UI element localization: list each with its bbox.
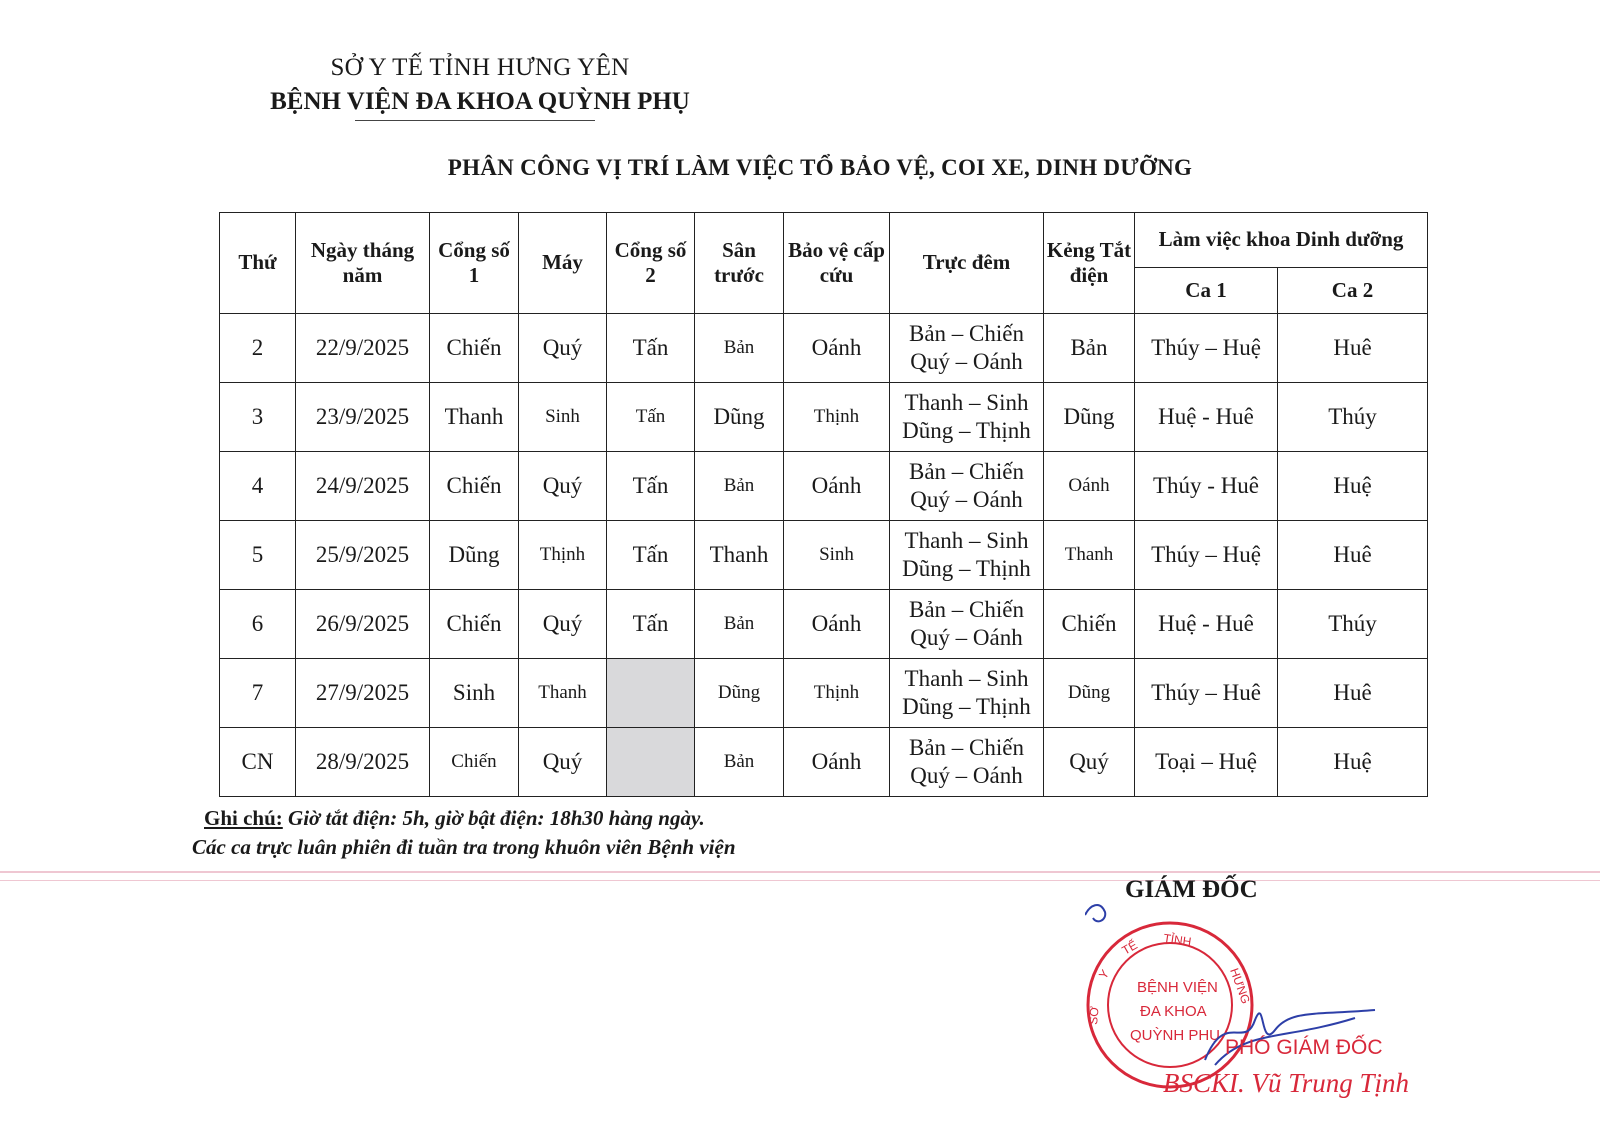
table-row <box>220 659 1428 728</box>
emergency-cell: Thịnh <box>784 383 890 452</box>
gate-2-cell: Tấn <box>607 590 695 659</box>
gate-2-cell: Tấn <box>607 521 695 590</box>
header-shift-1: Ca 1 <box>1135 268 1278 314</box>
date-cell: 27/9/2025 <box>296 659 430 728</box>
night-shift-cell <box>890 728 1044 797</box>
front-yard-cell: Bản <box>695 452 784 521</box>
date-cell: 26/9/2025 <box>296 590 430 659</box>
header-gate-1: Cổng số 1 <box>430 213 519 314</box>
emergency-cell: Thịnh <box>784 659 890 728</box>
machine-cell: Quý <box>519 452 607 521</box>
gate-2-cell: Tấn <box>607 383 695 452</box>
night-pair-b: Quý – Oánh <box>910 763 1023 788</box>
notes-line-1 <box>192 804 736 833</box>
night-shift-cell <box>890 521 1044 590</box>
shift-1-cell: Huệ - Huê <box>1135 590 1278 659</box>
header-date: Ngày tháng năm <box>296 213 430 314</box>
date-cell: 23/9/2025 <box>296 383 430 452</box>
night-shift-cell <box>890 590 1044 659</box>
notes-power-hours: Giờ tắt điện: 5h, giờ bật điện: 18h30 hàng ngày. <box>288 806 705 830</box>
document-title: PHÂN CÔNG VỊ TRÍ LÀM VIỆC TỔ BẢO VỆ, COI XE, DINH DƯỠNG <box>447 155 1193 180</box>
power-bell-cell: Chiến <box>1044 590 1135 659</box>
header-day: Thứ <box>220 213 296 314</box>
day-cell: 6 <box>220 590 296 659</box>
shift-2-cell: Thúy <box>1278 590 1428 659</box>
emergency-cell: Oánh <box>784 452 890 521</box>
table-row <box>220 314 1428 383</box>
seal-line-3: QUỲNH PHỤ <box>1130 1027 1221 1044</box>
power-bell-cell: Oánh <box>1044 452 1135 521</box>
shift-1-cell: Toại – Huệ <box>1135 728 1278 797</box>
night-shift-cell <box>890 314 1044 383</box>
day-cell: 3 <box>220 383 296 452</box>
night-shift-cell <box>890 452 1044 521</box>
date-cell: 25/9/2025 <box>296 521 430 590</box>
shift-2-cell: Huê <box>1278 659 1428 728</box>
table-row <box>220 452 1428 521</box>
notes-section <box>192 804 736 863</box>
header-machine: Máy <box>519 213 607 314</box>
notes-label: Ghi chú: <box>204 806 283 830</box>
night-pair-a: Thanh – Sinh <box>904 666 1029 692</box>
gate-1-cell: Sinh <box>430 659 519 728</box>
front-yard-cell: Dũng <box>695 659 784 728</box>
header-gate-2: Cổng số 2 <box>607 213 695 314</box>
night-pair-b: Quý – Oánh <box>910 349 1023 374</box>
seal-line-1: BỆNH VIỆN <box>1137 979 1218 996</box>
date-cell: 28/9/2025 <box>296 728 430 797</box>
machine-cell: Thịnh <box>519 521 607 590</box>
svg-text:TẾ: TẾ <box>1119 937 1140 958</box>
day-cell: 2 <box>220 314 296 383</box>
header-power-bell: Kẻng Tắt điện <box>1044 213 1135 314</box>
svg-text:Y: Y <box>1095 967 1113 982</box>
night-pair-a: Bản – Chiến <box>909 735 1024 761</box>
parent-organization: SỞ Y TẾ TỈNH HƯNG YÊN <box>330 54 630 81</box>
power-bell-cell: Dũng <box>1044 383 1135 452</box>
table-row <box>220 590 1428 659</box>
night-pair-a: Bản – Chiến <box>909 321 1024 347</box>
power-bell-cell: Dũng <box>1044 659 1135 728</box>
shift-1-cell: Thúy – Huệ <box>1135 314 1278 383</box>
organization-name: BỆNH VIỆN ĐA KHOA QUỲNH PHỤ <box>270 88 690 115</box>
shift-2-cell: Huệ <box>1278 452 1428 521</box>
gate-2-cell-empty <box>607 728 695 797</box>
front-yard-cell: Bản <box>695 728 784 797</box>
header-night-shift: Trực đêm <box>890 213 1044 314</box>
gate-1-cell: Chiến <box>430 590 519 659</box>
notes-line-2: Các ca trực luân phiên đi tuần tra trong khuôn viên Bệnh viện <box>192 835 736 860</box>
shift-1-cell: Huệ - Huê <box>1135 383 1278 452</box>
front-yard-cell: Bản <box>695 590 784 659</box>
svg-text:TỈNH: TỈNH <box>1162 931 1193 949</box>
shift-1-cell: Thúy - Huê <box>1135 452 1278 521</box>
night-pair-b: Dũng – Thịnh <box>902 694 1031 719</box>
director-title: GIÁM ĐỐC <box>1125 876 1258 903</box>
shift-2-cell: Huệ <box>1278 728 1428 797</box>
machine-cell: Thanh <box>519 659 607 728</box>
gate-2-cell: Tấn <box>607 452 695 521</box>
power-bell-cell: Thanh <box>1044 521 1135 590</box>
gate-2-cell-empty <box>607 659 695 728</box>
night-pair-b: Quý – Oánh <box>910 487 1023 512</box>
front-yard-cell: Thanh <box>695 521 784 590</box>
shift-2-cell: Huê <box>1278 521 1428 590</box>
night-pair-a: Bản – Chiến <box>909 597 1024 623</box>
machine-cell: Quý <box>519 728 607 797</box>
shift-2-cell: Huê <box>1278 314 1428 383</box>
gate-1-cell: Chiến <box>430 452 519 521</box>
date-cell: 22/9/2025 <box>296 314 430 383</box>
power-bell-cell: Quý <box>1044 728 1135 797</box>
seal-line-2: ĐA KHOA <box>1140 1003 1207 1020</box>
day-cell: CN <box>220 728 296 797</box>
night-pair-b: Quý – Oánh <box>910 625 1023 650</box>
night-pair-b: Dũng – Thịnh <box>902 418 1031 443</box>
day-cell: 7 <box>220 659 296 728</box>
emergency-cell: Oánh <box>784 590 890 659</box>
machine-cell: Sinh <box>519 383 607 452</box>
night-pair-a: Thanh – Sinh <box>904 528 1029 554</box>
header-underline <box>355 120 595 121</box>
header-emergency-guard: Bảo vệ cấp cứu <box>784 213 890 314</box>
signer-name: BSCKI. Vũ Trung Tịnh <box>1163 1068 1410 1098</box>
deputy-director-title: PHÓ GIÁM ĐỐC <box>1225 1036 1383 1059</box>
table-row <box>220 521 1428 590</box>
emergency-cell: Oánh <box>784 314 890 383</box>
table-row <box>220 728 1428 797</box>
header-shift-2: Ca 2 <box>1278 268 1428 314</box>
header-front-yard: Sân trước <box>695 213 784 314</box>
front-yard-cell: Bản <box>695 314 784 383</box>
svg-text:SỞ: SỞ <box>1086 1005 1102 1026</box>
gate-1-cell: Dũng <box>430 521 519 590</box>
night-shift-cell <box>890 383 1044 452</box>
gate-1-cell: Chiến <box>430 314 519 383</box>
svg-text:HƯNG: HƯNG <box>1227 966 1253 1006</box>
power-bell-cell: Bản <box>1044 314 1135 383</box>
night-pair-a: Thanh – Sinh <box>904 390 1029 416</box>
emergency-cell: Oánh <box>784 728 890 797</box>
duty-roster-table <box>219 212 1428 797</box>
table-row <box>220 383 1428 452</box>
header-nutrition-dept: Làm việc khoa Dinh dưỡng <box>1135 213 1428 268</box>
emergency-cell: Sinh <box>784 521 890 590</box>
gate-1-cell: Thanh <box>430 383 519 452</box>
night-pair-a: Bản – Chiến <box>909 459 1024 485</box>
gate-1-cell: Chiến <box>430 728 519 797</box>
front-yard-cell: Dũng <box>695 383 784 452</box>
shift-2-cell: Thúy <box>1278 383 1428 452</box>
machine-cell: Quý <box>519 590 607 659</box>
signature-block <box>1085 870 1485 1110</box>
machine-cell: Quý <box>519 314 607 383</box>
shift-1-cell: Thúy – Huê <box>1135 659 1278 728</box>
night-pair-b: Dũng – Thịnh <box>902 556 1031 581</box>
date-cell: 24/9/2025 <box>296 452 430 521</box>
gate-2-cell: Tấn <box>607 314 695 383</box>
shift-1-cell: Thúy – Huệ <box>1135 521 1278 590</box>
night-shift-cell <box>890 659 1044 728</box>
day-cell: 4 <box>220 452 296 521</box>
day-cell: 5 <box>220 521 296 590</box>
